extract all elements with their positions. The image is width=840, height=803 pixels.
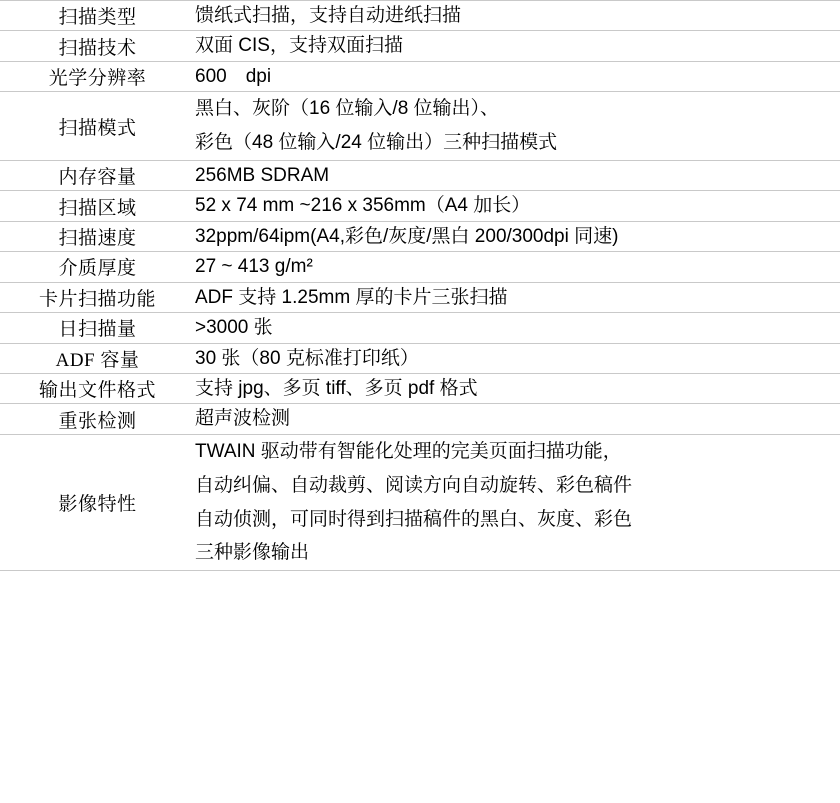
row-label: 输出文件格式 xyxy=(38,380,156,402)
row-value xyxy=(195,282,840,312)
row-label: ADF 容量 xyxy=(55,349,140,371)
row-value xyxy=(195,313,840,343)
row-value xyxy=(195,343,840,373)
row-value-line: TWAIN 驱动带有智能化处理的完美页面扫描功能， xyxy=(195,440,622,462)
row-value-line: 自动侦测，可同时得到扫描稿件的黑白、灰度、彩色 xyxy=(195,508,633,530)
row-label: 扫描技术 xyxy=(58,37,137,59)
row-value xyxy=(195,61,840,91)
row-value-line: 30 张（80 克标准打印纸） xyxy=(195,347,419,369)
table-row xyxy=(0,1,840,31)
table-row xyxy=(0,221,840,251)
table-row xyxy=(0,160,840,190)
row-value-line: 彩色（48 位输入/24 位输出）三种扫描模式 xyxy=(195,132,558,154)
row-value-line: 27 ~ 413 g/m² xyxy=(195,256,313,278)
row-value xyxy=(195,404,840,434)
table-row xyxy=(0,282,840,312)
row-value xyxy=(195,374,840,404)
row-value-line: 黑白、灰阶（16 位输入/8 位输出）、 xyxy=(195,98,500,120)
row-label: 内存容量 xyxy=(58,167,137,189)
table-row xyxy=(0,434,840,570)
row-label: 扫描区域 xyxy=(58,197,137,219)
row-label: 日扫描量 xyxy=(58,319,137,341)
row-label: 扫描速度 xyxy=(58,228,137,250)
row-value-line: 自动纠偏、自动裁剪、阅读方向自动旋转、彩色稿件 xyxy=(195,474,633,496)
row-value xyxy=(195,160,840,190)
row-value xyxy=(195,92,840,161)
table-row xyxy=(0,61,840,91)
row-value xyxy=(195,1,840,31)
row-value xyxy=(195,31,840,61)
row-value-line: 52 x 74 mm ~216 x 356mm（A4 加长） xyxy=(195,195,531,217)
row-value-line: 600 dpi xyxy=(195,65,272,87)
table-row xyxy=(0,191,840,221)
row-value-line: 支持 jpg、多页 tiff、多页 pdf 格式 xyxy=(195,378,478,399)
table-row xyxy=(0,404,840,434)
row-value-line: 超声波检测 xyxy=(195,408,291,430)
row-value-line: ADF 支持 1.25mm 厚的卡片三张扫描 xyxy=(195,286,508,308)
row-label: 介质厚度 xyxy=(58,258,137,280)
row-value xyxy=(195,221,840,251)
row-value-line: 256MB SDRAM xyxy=(195,164,330,186)
table-row xyxy=(0,92,840,161)
row-value xyxy=(195,191,840,221)
row-label: 影像特性 xyxy=(58,494,137,515)
row-label: 扫描模式 xyxy=(58,117,137,139)
row-label: 光学分辨率 xyxy=(48,68,147,90)
row-value-line: 馈纸式扫描，支持自动进纸扫描 xyxy=(195,5,462,26)
row-value xyxy=(195,434,840,570)
table-row xyxy=(0,31,840,61)
specifications-table-body xyxy=(0,1,840,571)
table-row xyxy=(0,313,840,343)
row-value xyxy=(195,252,840,282)
row-value-line: 三种影像输出 xyxy=(195,542,310,564)
row-value-line: >3000 张 xyxy=(195,317,273,339)
row-label: 重张检测 xyxy=(58,410,137,432)
table-row xyxy=(0,374,840,404)
row-label: 卡片扫描功能 xyxy=(38,288,156,310)
row-value-line: 32ppm/64ipm(A4,彩色/灰度/黑白 200/300dpi 同速) xyxy=(195,225,619,247)
table-row xyxy=(0,343,840,373)
table-row xyxy=(0,252,840,282)
row-label: 扫描类型 xyxy=(58,7,137,29)
row-value-line: 双面 CIS，支持双面扫描 xyxy=(195,35,403,57)
